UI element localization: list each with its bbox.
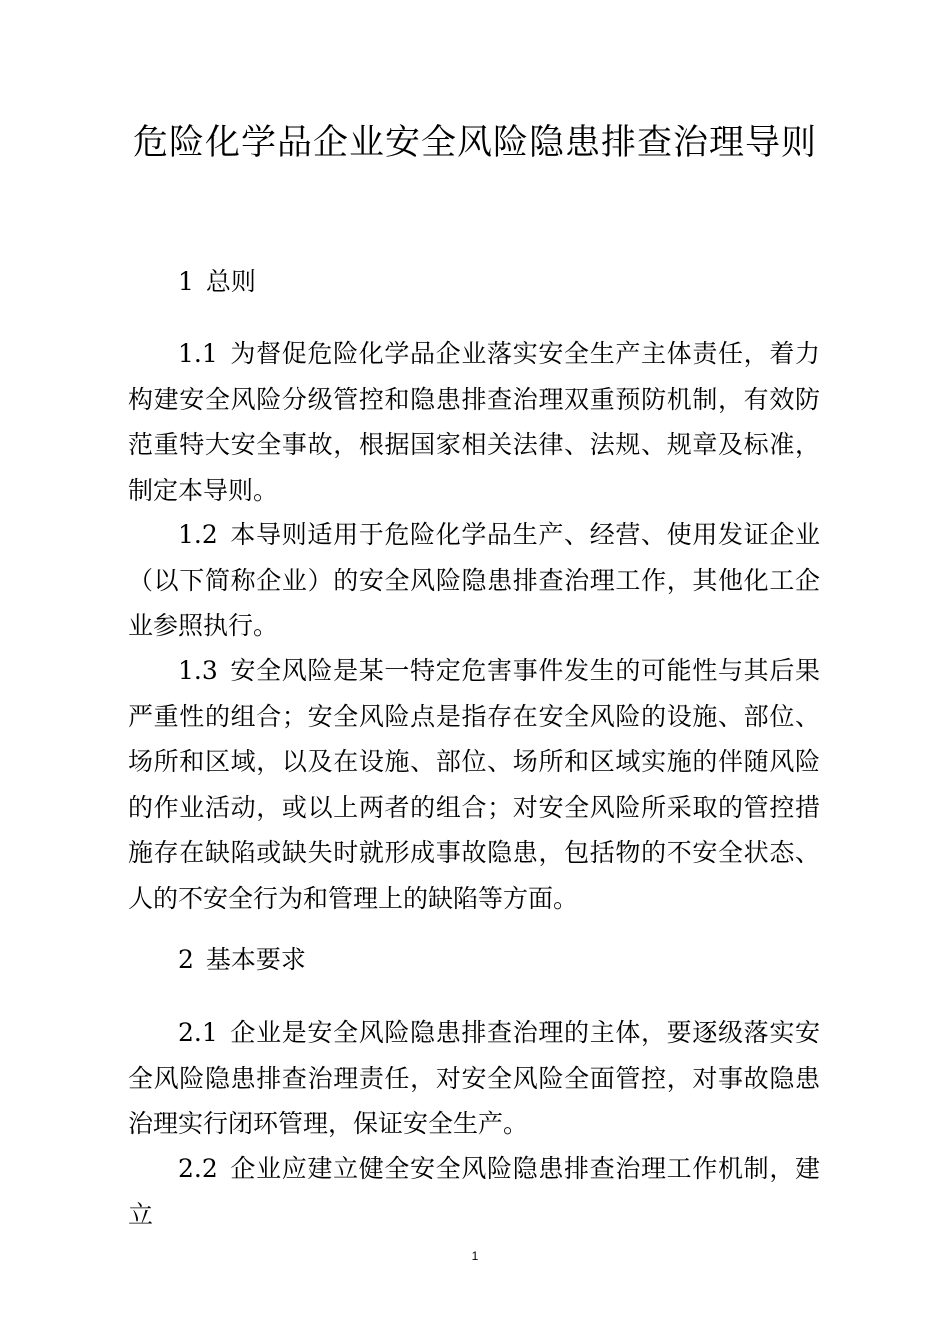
- paragraph-number: 1.2: [178, 520, 218, 549]
- paragraph-2-2: [128, 1146, 820, 1237]
- paragraph-text: 本导则适用于危险化学品生产、经营、使用发证企业（以下简称企业）的安全风险隐患排查治理工作，其他化工企业参照执行。: [128, 520, 820, 640]
- paragraph-number: 1.3: [178, 656, 218, 685]
- paragraph-text: 企业应建立健全安全风险隐患排查治理工作机制，建立: [128, 1154, 820, 1229]
- paragraph-number: 2.1: [178, 1018, 218, 1047]
- page-number: 1: [471, 1249, 479, 1263]
- document-title: 危险化学品企业安全风险隐患排查治理导则: [132, 123, 817, 163]
- section-title: 基本要求: [205, 945, 306, 974]
- paragraph-text: 企业是安全风险隐患排查治理的主体，要逐级落实安全风险隐患排查治理责任，对安全风险全面管控，对事故隐患治理实行闭环管理，保证安全生产。: [128, 1018, 820, 1138]
- paragraph-1-3: [128, 648, 820, 921]
- section-heading-2: [178, 942, 306, 978]
- paragraph-2-1: [128, 1010, 820, 1147]
- paragraph-1-1: [128, 331, 820, 513]
- section-number: 2: [178, 945, 194, 974]
- paragraph-text: 为督促危险化学品企业落实安全生产主体责任，着力构建安全风险分级管控和隐患排查治理双重预防机制，有效防范重特大安全事故，根据国家相关法律、法规、规章及标准，制定本导则。: [128, 339, 820, 505]
- section-title: 总则: [205, 267, 256, 296]
- section-heading-1: [178, 264, 256, 300]
- paragraph-text: 安全风险是某一特定危害事件发生的可能性与其后果严重性的组合；安全风险点是指存在安全风险的设施、部位、场所和区域，以及在设施、部位、场所和区域实施的伴随风险的作业活动，或以上两者的组合；对安全风险所采取的管控措施存在缺陷或缺失时就形成事故隐患，包括物的不安全状态、人的不安全行为和管理上的缺陷等方面。: [128, 656, 820, 913]
- section-number: 1: [178, 267, 194, 296]
- paragraph-number: 1.1: [178, 339, 218, 368]
- paragraph-number: 2.2: [178, 1154, 218, 1183]
- paragraph-1-2: [128, 512, 820, 649]
